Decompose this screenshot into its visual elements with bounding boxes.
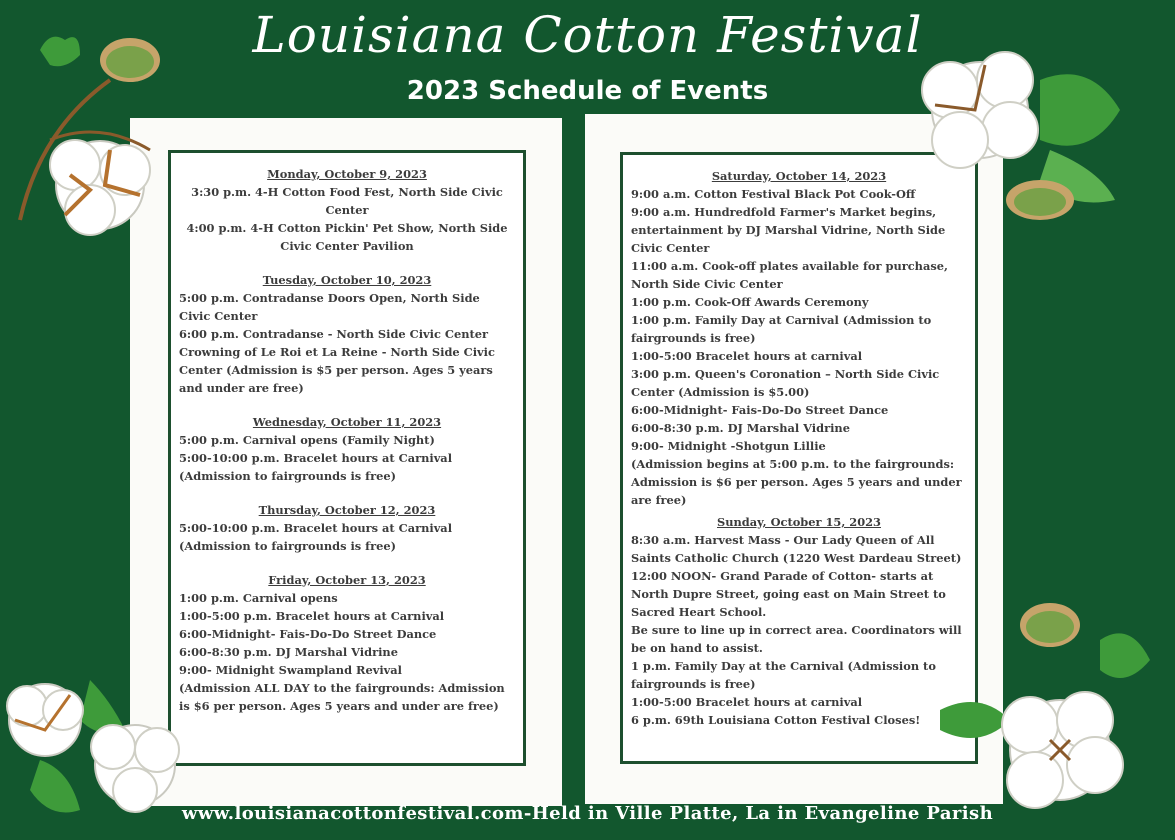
event-line: (Admission ALL DAY to the fairgrounds: Admission is $6 per person. Ages 5 years and under are free) [179, 681, 505, 713]
day-heading: Monday, October 9, 2023 [267, 167, 427, 181]
event-line: 9:00 a.m. Hundredfold Farmer's Market begins, entertainment by DJ Marshal Vidrine, North Side Civic Center [631, 205, 946, 255]
right-schedule-panel [620, 152, 978, 764]
event-line: 1:00-5:00 Bracelet hours at carnival [631, 349, 863, 363]
event-line: (Admission begins at 5:00 p.m. to the fairgrounds: Admission is $6 per person. Ages 5 years and under are free) [631, 457, 962, 507]
festival-title: Louisiana Cotton Festival [252, 6, 923, 64]
event-line: 3:00 p.m. Queen's Coronation – North Side Civic Center (Admission is $5.00) [631, 367, 940, 399]
event-line: 6:00-Midnight- Fais-Do-Do Street Dance [631, 403, 889, 417]
event-line: 1:00 p.m. Cook-Off Awards Ceremony [631, 295, 869, 309]
day-heading: Sunday, October 15, 2023 [717, 515, 881, 529]
left-schedule-panel [168, 150, 526, 766]
event-line: 3:30 p.m. 4-H Cotton Food Fest, North Side Civic Center [191, 185, 503, 217]
event-line: 1:00 p.m. Family Day at Carnival (Admission to fairgrounds is free) [631, 313, 932, 345]
day-heading: Saturday, October 14, 2023 [711, 169, 887, 183]
event-line: 5:00 p.m. Carnival opens (Family Night) [179, 433, 435, 447]
event-line: 6:00 p.m. Contradanse - North Side Civic Center Crowning of Le Roi et La Reine - North Side Civic Center (Admission is $5 per person. Ages 5 years and under are free) [179, 327, 495, 395]
event-line: 5:00 p.m. Contradanse Doors Open, North Side Civic Center [179, 291, 480, 323]
event-line: 1:00-5:00 Bracelet hours at carnival [631, 695, 863, 709]
event-line: 9:00- Midnight -Shotgun Lillie [631, 439, 826, 453]
left-schedule-column [179, 165, 515, 715]
day-heading: Tuesday, October 10, 2023 [262, 273, 432, 287]
event-line: 6:00-Midnight- Fais-Do-Do Street Dance [179, 627, 437, 641]
event-line: 11:00 a.m. Cook-off plates available for purchase, North Side Civic Center [631, 259, 948, 291]
cotton-boll-icon [890, 40, 1130, 240]
day-heading: Thursday, October 12, 2023 [258, 503, 436, 517]
schedule-subtitle: 2023 Schedule of Events [406, 76, 769, 106]
event-line: 12:00 NOON- Grand Parade of Cotton- starts at North Dupre Street, going east on Main Street to Sacred Heart School. [631, 569, 946, 619]
event-line: 9:00- Midnight Swampland Revival [179, 663, 402, 677]
event-line: 6:00-8:30 p.m. DJ Marshal Vidrine [179, 645, 398, 659]
event-line: 9:00 a.m. Cotton Festival Black Pot Cook-Off [631, 187, 916, 201]
cotton-boll-icon [940, 600, 1155, 820]
event-line: 8:30 a.m. Harvest Mass - Our Lady Queen of All Saints Catholic Church (1220 West Dardeau Street) [631, 533, 962, 565]
event-line: 1 p.m. Family Day at the Carnival (Admission to fairgrounds is free) [631, 659, 936, 691]
day-heading: Friday, October 13, 2023 [268, 573, 426, 587]
event-line: 5:00-10:00 p.m. Bracelet hours at Carnival (Admission to fairgrounds is free) [179, 451, 453, 483]
right-schedule-column [631, 167, 967, 729]
day-heading: Wednesday, October 11, 2023 [252, 415, 442, 429]
event-line: 1:00-5:00 p.m. Bracelet hours at Carnival [179, 609, 445, 623]
festival-footer: www.louisianacottonfestival.com-Held in Ville Platte, La in Evangeline Parish [181, 803, 994, 824]
event-line: 4:00 p.m. 4-H Cotton Pickin' Pet Show, North Side Civic Center Pavilion [186, 221, 508, 253]
event-line: 6:00-8:30 p.m. DJ Marshal Vidrine [631, 421, 850, 435]
event-line: 5:00-10:00 p.m. Bracelet hours at Carnival (Admission to fairgrounds is free) [179, 521, 453, 553]
cotton-boll-icon [0, 670, 190, 840]
event-line: 1:00 p.m. Carnival opens [179, 591, 338, 605]
event-line: Be sure to line up in correct area. Coordinators will be on hand to assist. [631, 623, 962, 655]
event-line: 6 p.m. 69th Louisiana Cotton Festival Closes! [631, 713, 921, 727]
cotton-boll-icon [0, 20, 185, 260]
